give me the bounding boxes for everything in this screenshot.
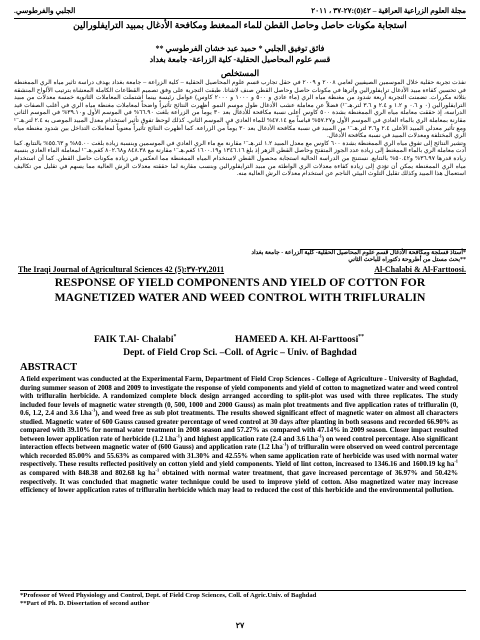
english-footnote-line: *Professor of Weed Physiology and Control, Dept. of Field Crop Sciences, Coll. of Agric.Univ. of Baghdad (20, 592, 317, 599)
arabic-affiliation: قسم علوم المحاصيل الحقلية- كلية الزراعة- جامعة بغداد (149, 55, 331, 64)
page-number: ٢٧ (235, 621, 245, 630)
english-authors (20, 335, 460, 348)
arabic-footnote (20, 250, 466, 264)
author-2: HAMEED A. KH. Al-Farttoosi** (235, 333, 364, 345)
arabic-running-header (14, 6, 466, 18)
arabic-footnote-line: **بحث مستل من أطروحة دكتوراه للباحث الثاني (348, 257, 466, 263)
abstract-heading: ABSTRACT (20, 362, 78, 373)
english-running-header (18, 265, 466, 276)
arabic-abstract-paragraph: نفذت تجربة حقلية خلال الموسمين الصيفيين لعامي ٢٠٠٨ و ٢٠٠٩ في حقل تجارب قسم علوم المحاصيل الحقلية – كلية الزراعة – جامعة بغداد بهدف دراسة تأثير مياه الري الممغنطة في تحسين كفاءة مبيد الأدغال ترايفلورالين وأثرها في مكونات حاصل وحاصل القطن صنف لاشاتا. طبقت التجربة على وفق تصميم القطاعات الكاملة المعشاة بترتيب الألواح المنشقة بثلاثة مكررات. تضمنت التجربة أربعة شدود من مغنطة مياه الري (ماء عادي و ٥٠٠ و ١٠٠٠ و ٢٠٠٠ كاوس) عوامل رئيسة بينما اشتملت المعاملات الثانوية خمسة معدلات من مبيد الترايفلورالين (٠ و ٠.٦ و ١.٢ و ٢.٤ و ٣.٦ لتر.هـ⁻¹) فضلاً عن معاملة عشب الأدغال طول موسم النمو. أظهرت النتائج تأثيراً واضحاً لمعاملات مغنطة مياه الري في أغلب الصفات قيد الدراسة، إذ حققت معاملة مياه الري الممغنطة بشدة ٥٠٠ كاوس أعلى نسبة مكافحة للأدغال بعد ٣٠ يوماً من الزراعة بلغت ٦٦.٩٠% في الموسم الأول و٣٩.١٠% في الموسم الثاني مقارنة بمعاملة الري بالماء العادي في الموسم الأول و٥٧.٢٧% قياساً مع ٤٧.١٤% للماء العادي في الموسم الثاني. كذلك لوحظ تفوق تأثير استخدام معدل المبيد الموصى به ٢.٤ لتر.هـ⁻¹ ومع تأثير معدلي المبيد الأعلى ٢.٤ و٣.٦ لتر.هـ⁻¹ من المبيد في نسبة مكافحة الأدغال بعد ٣٠ يوماً من الزراعة. كما أظهرت النتائج تأثيراً معنوياً لمعاملات التداخل بين شدود مغنطة مياه الري المختلفة ومعدلات المبيد في نسبة مكافحة الأدغال. (14, 79, 466, 140)
english-title: RESPONSE OF YIELD COMPONENTS AND YIELD OF COTTON FOR MAGNETIZED WATER AND WEED CONTROL WITH TRIFLURALIN (54, 276, 426, 304)
english-footnote (20, 592, 466, 608)
arabic-authors: فائق توفيق الجلبي * حميد عبد خشان الفرطوسي ** (155, 44, 325, 53)
english-footnote-rule (20, 590, 466, 591)
english-journal-citation: The Iraqi Journal of Agricultural Sciences 42 (5):٢٧-٣٧,2011 (18, 265, 225, 274)
arabic-abstract-heading: المستخلص (220, 69, 260, 78)
english-abstract: A field experiment was conducted at the Experimental Farm, Department of Field Crop Sciences - College of Agriculture - University of Baghdad, during summer season of 2008 and 2009 to investigate the response of yield components and yield of cotton to magnetized water and weed control with trifluralin herbicide. A randomized complete block design arranged according to split-plot was used with three replicates. The study included four levels of magnetic water strength (0, 500, 1000 and 2000 Gauss) as main plot treatments and five application rates of trifluralin (0, 0.6, 1.2, 2.4 and 3.6 $l.ha^{-1}$), and weed free as sub plot treatments. The results showed significant effect of magnetic water on almost all characters studied. Magnetic water of 600 Gauss caused greater percentage of weed control at 30 days after planting in both seasons and recorded 66.90% as compared with 39.10% for normal water treatment in 2008 season and 57.27% as compared with 47.14% in 2009 season. Closer impact resulted between lower application rate of herbicide (1.2 $l.ha^{-1}$) and highest application rate (2.4 and 3.6 $l.ha^{-1}$) on weed control percentage. Also significant interaction effects between magnetic water of (600 Gauss) and application rate (1.2 $l.ha^{-1}$) of trifluralin were observed on weed control percentage which recorded 85.00% and 55.63% as compared with 31.30% and 42.55% when same application rate of herbicide was used with normal water respectively. These results reflected positively on cotton yield and yield components. Yield of lint cotton, increased to 1346.16 and 1600.19 kg $ha^{-1}$ as compared with 848.38 and 802.68 kg $ha^{-1}$ obtained with normal water treatment, that gave increased percentage of 36.97% and 50.42% respectively. It was concluded that magnetic water technique could be used to improve yield of cotton. Also magnetized water may increase efficiency of lower application rates of trifluralin herbicide which may lead to reduced the cost of this herbicide and the environmental pollution. (20, 375, 458, 495)
arabic-journal-citation: مجلة العلوم الزراعية العراقية – ٤٢(٥):٢٧-٣٧ ، ٢٠١١ (311, 6, 466, 15)
english-header-authors: Al-Chalabi & Al-Farttoosi. (374, 265, 466, 274)
english-affiliation: Dept. of Field Crop Sci. –Coll. of Agric – Univ. of Baghdad (123, 348, 357, 358)
arabic-footnote-line: *أستاذ فسلجة ومكافحة الأدغال قسم علوم المحاصيل الحقلية- كلية الزراعة - جامعة بغداد (251, 250, 466, 256)
english-footnote-line: **Part of Ph. D. Dissertation of second author (20, 600, 150, 607)
author-1: FAIK T.Al- Chalabi* (94, 333, 177, 345)
arabic-title: استجابة مكونات حاصل وحاصل القطن للماء الممغنط ومكافحة الأدغال بمبيد الترايفلورالين (73, 20, 407, 30)
arabic-header-authors: الجلبي والفرطوسي. (14, 6, 76, 15)
header-rule (14, 18, 466, 19)
arabic-abstract (14, 79, 466, 248)
arabic-abstract-paragraph: وتشير النتائج إلى تفوق مياه الري الممغنطة بشدة ٦٠٠ كاوس مع معدل المبيد ١.٢ لتر.هـ⁻¹ مقارنة مع ماء الري العادي في الموسمين وبنسبة زيادة بلغت ٨٥.٠٠% و ٥٥.٦٣% بالتتابع. كما أدت معاملة الري بالماء الممغنط إلى زيادة عدد الجوز المتفتح وحاصل القطن الزهر إذ بلغ ١٣٤٦.١٦ و١٦٠٠.١٩ كغم.هـ⁻¹ مقارنة مع ٨٤٨.٣٨ و٨٠٢.٦٨ كغم.هـ⁻¹ لمعاملة الماء العادي بنسبة زيادة قدرها ٣٦.٩٧% و٥٠.٤٢% بالتتابع. نستنتج من الدراسة الحالية استجابة محصول القطن لاستخدام المياه الممغنطة مما انعكس في زيادة مكونات حاصل القطن. كما أن استخدام مياه الري الممغنطة يمكن أن تؤدي إلى زيادة كفاءة معدلات الري الواطئة من مبيد الترايفلورالين وبنسب مقاربة لما حققته معدلات الرش العالية مما يسهم في تقليل من تكاليف استعمال هذا المبيد وكذلك تقليل التلوث البيئي الناجم عن استخدام معدلات الرش العالية منه. (14, 139, 466, 178)
